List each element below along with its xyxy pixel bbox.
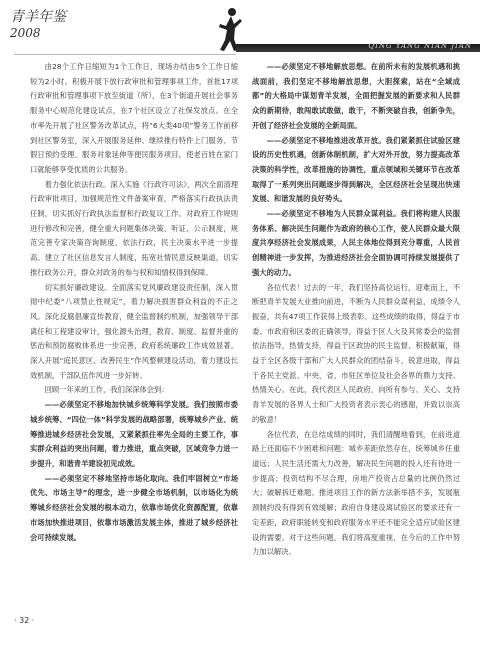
left-column — [30, 60, 238, 620]
paragraph: 各位代表，在总结成绩的同时，我们清醒地看到，在前进道路上还面临不少困难和问题：城乡差距依然存在，统筹城乡任重道远；人民生活还需大力改善，解决民生问题的投入还有待进一步提高；投资结构不尽合理，房地产投资占总量的比例仍然过大；破解拆迁难题、推进项目工作的新方法新举措不多，发展瓶颈制约没有得到有效缓解；政府自身建设离试验区的要求还有一定差距，政府职能转变和政府服务水平还不能完全适应试验区建设的需要。对于这些问题，我们将高度重视，在今后的工作中努力加以解决。 — [252, 429, 460, 557]
lead-paragraph: ——必须坚定不移地推进改革开放。我们紧紧抓住试验区建设的历史性机遇，创新体制机制，扩大对外开放，努力提高改革决策的科学性，改革措施的协调性，重点领域和关键环节在改革取得了一系列突出问题逐步得到解决，全区经济社会呈现出快速发展、和谐发展的良好势头。 — [252, 135, 460, 204]
paragraph: 着力强化依法行政。深入实施《行政许可法》，两次全面清理行政审批项目，加强规范性文件备案审查，严格落实行政执法责任制，切实抓好行政执法监督和行政复议工作。对政府工作规则进行修改和完善，健全重大问题集体决策、听证、公示制度，规范完善专家决策咨询制度，依法行政，民主决策水平进一步提高。建立了社区信息发言人制度，拓宽社情民意反映渠道，切实推行政务公开，群众对政务的参与权和知情权得到保障。 — [30, 179, 238, 277]
lead-paragraph: ——必须坚定不移地解放思想。在前所未有的发展机遇和挑战面前，我们坚定不移地解放思想，大胆探索，站在“全域成都”的大格局中谋划青羊发展，全面把握发展的新要求和人民群众的新期待，敢闯敢试敢做，敢干，不断突破自我，创新争先，开创了经济社会发展的全新局面。 — [252, 62, 460, 130]
lead-paragraph: ——必须坚定不移地坚持市场化取向。我们牢固树立“市场优先、市场主导”的理念，进一步健全市场机制，以市场化为统筹城乡经济社会发展的根本动力，依靠市场优化资源配置，依靠市场加快推进项目，依靠市场激活发展主体，推进了城乡经济社会可持续发展。 — [30, 473, 238, 542]
yearbook-title: 青羊年鉴 — [10, 9, 66, 25]
right-column — [252, 60, 460, 620]
article-body — [30, 60, 460, 620]
yearbook-year: 2008 — [10, 26, 41, 40]
page-number: · 32 · — [14, 616, 35, 625]
header-rule — [14, 54, 236, 55]
paragraph: 回顾一年来的工作，我们深深体会到： — [44, 385, 169, 395]
paragraph: 各位代表！过去的一年，我们坚持高位运行，迎难而上，不断把青羊发展大业推向前进，不断为人民群众谋利益，成绩令人振奋，共有47项工作获得上级表彰。这些成绩的取得，得益于市委、市政府和区委的正确领导，得益于区人大及其常委会的监督依法指导，热情支持，得益于区政协的民主监督、积极献策，得益于全区各级干部和广大人民群众的团结奋斗、锐意进取，得益于各民主党派、中央、省、市驻区单位及社会各界的鼎力支持、热情关心。在此，我代表区人民政府，向所有参与、关心、支持青羊发展的各界人士和广大投资者表示衷心的感谢，并致以崇高的敬意！ — [252, 282, 460, 424]
page-header — [0, 0, 480, 62]
lead-paragraph: ——必须坚定不移地为人民群众谋利益。我们将构建人民服务体系、解决民生问题作为政府的核心工作，使人民群众最大限度共享经济社会发展成果，人民主体地位得到充分尊重，人民首创精神进一步发挥，为推进经济社会全面协调可持续发展提供了强大的动力。 — [252, 209, 460, 277]
paragraph: 由28个工作日缩短为1个工作日，现场办结由5个工作日缩短为2小时。积极开展下放行政审批和管理事项工作，首批17项行政审批和管理事项下放至街道（所），在3个街道开展社会事务服务中心规范化建设试点，在7个社区设立了社保发放点。在全市率先开展了社区警务改革试点，将“6大类40项”警务工作前移到社区警务室，深入开展服务延伸、继续推行特件上门服务、节假日预约受理、服务对象延伸等便民服务项目，使老百姓在家门口就能够享受优质的公共服务。 — [30, 62, 238, 174]
paragraph: 切实抓好廉政建设。全面落实党风廉政建设责任制，深入贯彻中纪委“八项禁止性规定”，着力解决损害群众利益的不正之风。深化反腐倡廉宣传教育，健全监督制约机制，加强领导干部离任和工程建设审计，强化源头治理，教育、制度、监督并重的惩治和预防腐败体系进一步完善，政府系统廉政工作成效显著。深入开展“庭民意区、改善民生”作风整顿建设活动，着力建设长效机制，干部队伍作风进一步好转。 — [30, 282, 238, 380]
banner-text: QING YANG NIAN JIAN — [368, 42, 472, 50]
lead-paragraph: ——必须坚定不移地加快城乡统筹科学发展。我们按照市委城乡统筹、“四位一体”科学发展的战略部署，统筹城乡产业、统筹推进城乡经济社会发展，又紧紧抓住率先全局的主要工作，事实群众利益的突出问题，着力推进，重点突破，区域竞争力进一步提升，和谐青羊建设初见成效。 — [30, 400, 238, 468]
header-banner — [236, 44, 480, 52]
